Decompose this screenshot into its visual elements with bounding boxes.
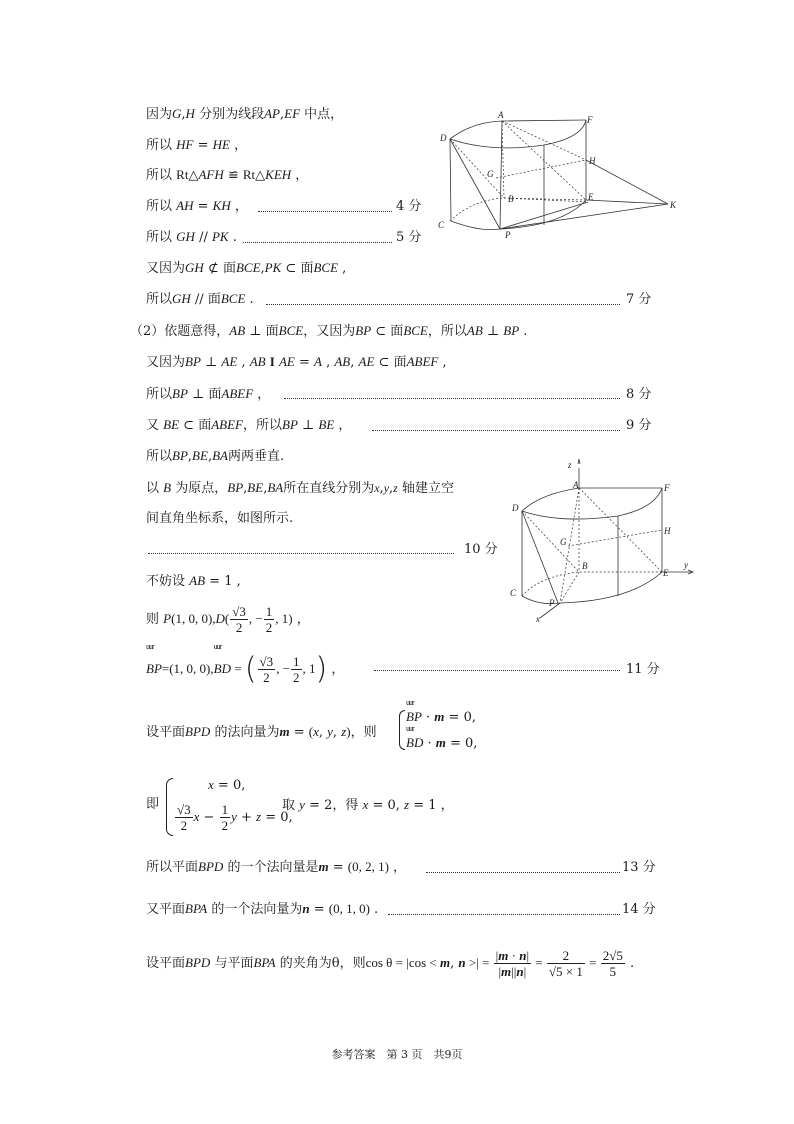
score-leader <box>258 211 392 212</box>
fig1-label-G: G <box>487 169 494 179</box>
text: 所以 <box>146 387 173 402</box>
text: 所以 <box>146 168 173 183</box>
line-10: 所以BP ⊥ 面ABEF ， <box>146 386 271 402</box>
score-leader <box>266 304 620 305</box>
fig1-label-C: C <box>438 220 445 230</box>
line-3: 所以 Rt△AFH ≌ Rt△KEH ， <box>146 167 309 183</box>
line-11: 又 BE ⊂ 面ABEF，所以BP ⊥ BE ， <box>146 417 352 433</box>
eq-bd-m: uur BD · m = 0, <box>406 724 478 751</box>
score-8: 8 分 <box>626 387 652 402</box>
text: 的夹角为θ，则 <box>279 956 366 971</box>
text: ，得 <box>332 798 359 813</box>
text: 分别为线段 <box>199 107 265 122</box>
line-6: 又因为GH ⊄ 面BCE,PK ⊂ 面BCE , <box>146 260 347 276</box>
score-14: 14 分 <box>622 902 656 917</box>
text: 所以 <box>146 292 173 307</box>
text: 的一个法向量为 <box>211 902 303 917</box>
text: 所以平面 <box>146 860 199 875</box>
text: 又平面 <box>146 902 186 917</box>
fig2-label-z: z <box>568 460 572 470</box>
fig1-label-A: A <box>498 110 504 120</box>
score-4: 4 分 <box>396 199 422 214</box>
score-9: 9 分 <box>626 418 652 433</box>
fig1-label-D: D <box>440 133 447 143</box>
figure-2-coordinate-system <box>500 456 700 626</box>
text: 的一个法向量是 <box>227 860 319 875</box>
text: 所在直线分别为 <box>283 481 375 496</box>
fig2-label-P: P <box>549 598 555 608</box>
line-18: 设平面BPD 的法向量为m = (x, y, z)，则 <box>146 724 377 740</box>
fig1-label-K: K <box>670 200 677 210</box>
score-10: 10 分 <box>464 542 498 557</box>
figure-1-geometry <box>432 108 682 238</box>
text: 则 <box>146 612 160 627</box>
fig2-label-F: F <box>664 483 670 493</box>
score-leader <box>284 398 620 399</box>
fig2-label-y: y <box>684 560 688 570</box>
score-leader <box>426 872 620 873</box>
line-9: 又因为BP ⊥ AE , AB I AE = A , AB, AE ⊂ 面ABEF , <box>146 354 447 370</box>
fig1-label-F: F <box>587 115 593 125</box>
line-19-rest: 取 y = 2，得 x = 0, z = 1 ， <box>282 797 454 813</box>
score-5: 5 分 <box>396 230 422 245</box>
line-13: 以 B 为原点，BP,BE,BA所在直线分别为x,y,z 轴建立空 <box>146 480 454 496</box>
text: 取 <box>282 798 296 813</box>
line-1: 因为G,H 分别为线段AP,EF 中点， <box>146 106 344 122</box>
line-15: 不妨设 AB = 1 , <box>146 573 241 589</box>
text: ，所以 <box>242 418 282 433</box>
score-leader <box>388 914 620 915</box>
text: 设平面 <box>146 956 186 971</box>
line-22: 设平面BPD 与平面BPA 的夹角为θ，则cos θ = |cos < m, n >| = $\frac{|m \cdot n|}{|m||n|}$ = $\frac{2}{√5 \times 1}$ = $\frac{2√5}{5}$ . <box>146 948 635 979</box>
fig2-label-G: G <box>560 537 567 547</box>
fig2-label-x: x <box>536 614 540 624</box>
text: 与平面 <box>214 956 254 971</box>
line-14: 间直角坐标系，如图所示. <box>146 511 294 526</box>
text: ，又因为 <box>303 324 356 339</box>
text: 为原点， <box>175 481 228 496</box>
score-leader <box>374 670 620 671</box>
text: 因为 <box>146 107 173 122</box>
line-16: 则 P(1, 0, 0),D( $\frac{√3}{2}$ , − $\frac{1}{2}$ , 1) ， <box>146 604 310 635</box>
fig2-label-C: C <box>510 588 517 598</box>
text: 所以 <box>146 449 173 464</box>
eq-bp-m: uur BP · m = 0, <box>406 698 476 725</box>
fig2-label-A: A <box>573 480 579 490</box>
text: 两两垂直. <box>227 449 285 464</box>
text: ，则 <box>350 725 377 740</box>
text: 又因为 <box>146 355 186 370</box>
line-5: 所以 GH // PK . <box>146 229 237 245</box>
text: 中点， <box>304 107 344 122</box>
text: 不妨设 <box>146 574 186 589</box>
line-20: 所以平面BPD 的一个法向量是m = (0, 2, 1) ， <box>146 859 407 875</box>
text: 所以 <box>146 230 173 245</box>
text: 设平面 <box>146 725 186 740</box>
score-13: 13 分 <box>622 860 656 875</box>
text: 以 <box>146 481 160 496</box>
line-4: 所以 AH = KH ， <box>146 198 248 214</box>
text: 即 <box>146 797 160 812</box>
line-19 <box>146 796 159 814</box>
score-leader <box>243 242 392 243</box>
score-11: 11 分 <box>626 662 660 677</box>
fig2-label-B: B <box>582 561 588 571</box>
fig2-label-E: E <box>663 568 669 578</box>
text: 的法向量为 <box>214 725 280 740</box>
text: 又因为 <box>146 261 186 276</box>
text: 又 <box>146 418 160 433</box>
score-leader <box>148 553 454 554</box>
eq-x0: x = 0, <box>208 777 246 793</box>
system-brace <box>166 778 173 836</box>
text: 轴建立空 <box>401 481 454 496</box>
fig1-label-H: H <box>589 156 596 166</box>
fig1-label-E: E <box>588 192 594 202</box>
line-7: 所以GH // 面BCE . <box>146 291 254 307</box>
line-21: 又平面BPA 的一个法向量为n = (0, 1, 0) . <box>146 901 379 917</box>
system-brace <box>399 710 405 750</box>
line-8: （2）依题意得，AB ⊥ 面BCE，又因为BP ⊂ 面BCE，所以AB ⊥ BP . <box>130 323 528 339</box>
text: ，所以 <box>427 324 467 339</box>
text: 所以 <box>146 138 173 153</box>
fig2-label-H: H <box>664 526 671 536</box>
score-7: 7 分 <box>626 292 652 307</box>
fig2-label-D: D <box>512 503 519 513</box>
line-12: 所以BP,BE,BA两两垂直. <box>146 448 285 464</box>
text: 所以 <box>146 199 173 214</box>
line-2: 所以 HF = HE ， <box>146 137 248 153</box>
text: （2）依题意得， <box>130 324 230 339</box>
eq-plane: $\frac{√3}{2}$ x − $\frac{1}{2}$ y + z = 0, <box>177 802 293 833</box>
page-footer: 参考答案 第 3 页 共9页 <box>331 1048 463 1061</box>
score-leader <box>372 430 620 431</box>
fig1-label-P: P <box>505 230 511 238</box>
line-17: uur BP=(1, 0, 0), uur BD = ( $\frac{√3}{2}$ , − $\frac{1}{2}$ , 1) ， <box>146 642 345 687</box>
fig1-label-B: B <box>508 194 514 204</box>
